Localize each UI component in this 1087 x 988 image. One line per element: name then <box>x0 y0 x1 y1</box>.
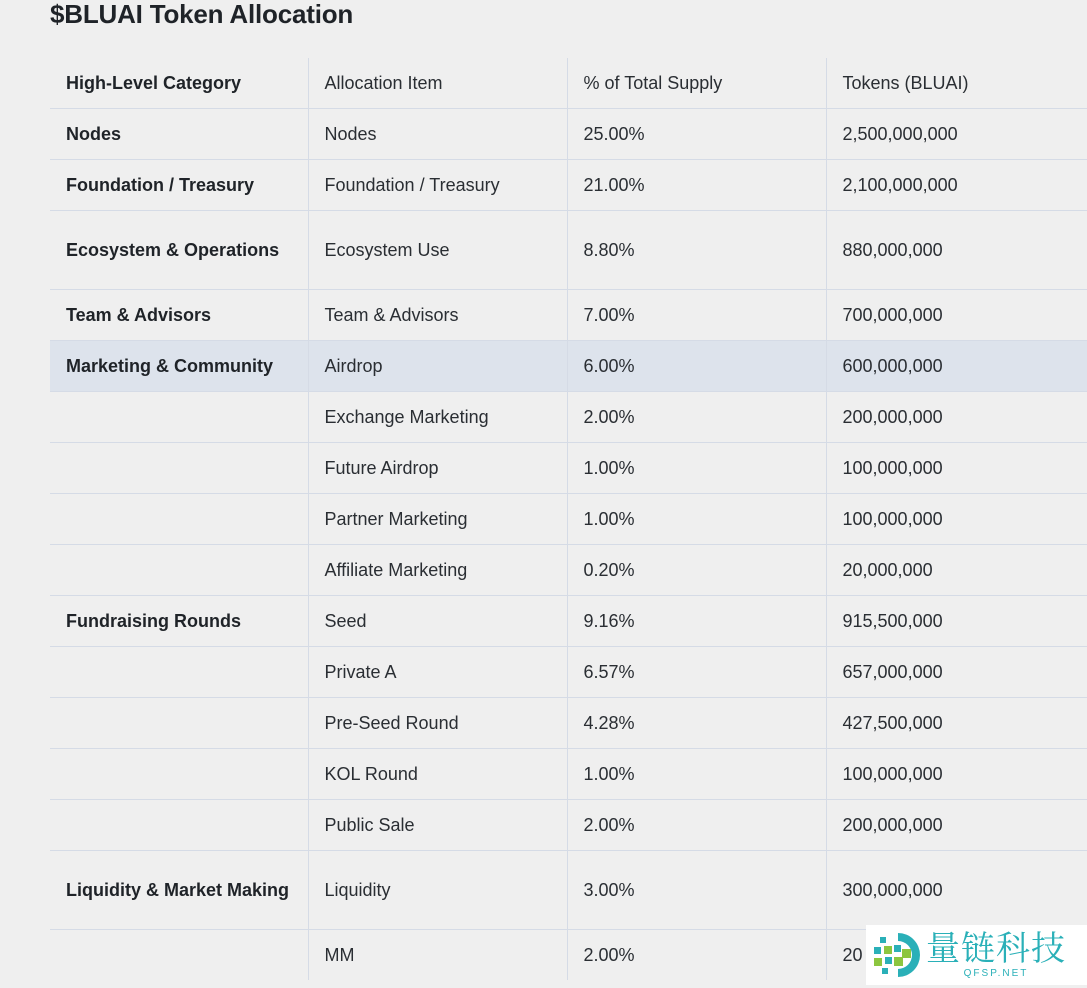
cell-item: Public Sale <box>308 800 567 851</box>
cell-category: Liquidity & Market Making <box>50 851 308 930</box>
cell-percent: 7.00% <box>567 290 826 341</box>
table-row <box>50 647 1087 698</box>
cell-percent: 1.00% <box>567 443 826 494</box>
cell-percent: 4.28% <box>567 698 826 749</box>
cell-category <box>50 494 308 545</box>
table-row <box>50 596 1087 647</box>
table-header-row <box>50 58 1087 109</box>
cell-item: Seed <box>308 596 567 647</box>
cell-tokens: 657,000,000 <box>826 647 1087 698</box>
cell-item: Pre-Seed Round <box>308 698 567 749</box>
cell-item: Nodes <box>308 109 567 160</box>
cell-percent: 3.00% <box>567 851 826 930</box>
allocation-table-container <box>50 58 1087 980</box>
cell-tokens: 915,500,000 <box>826 596 1087 647</box>
cell-tokens: 100,000,000 <box>826 443 1087 494</box>
cell-category: Ecosystem & Operations <box>50 211 308 290</box>
table-row <box>50 698 1087 749</box>
cell-item: MM <box>308 930 567 981</box>
cell-tokens: 700,000,000 <box>826 290 1087 341</box>
header-category: High-Level Category <box>50 58 308 109</box>
cell-tokens: 300,000,000 <box>826 851 1087 930</box>
cell-tokens: 100,000,000 <box>826 749 1087 800</box>
watermark-domain: QFSP.NET <box>963 968 1029 979</box>
watermark-text: 量链科技 <box>926 929 1066 969</box>
table-row <box>50 443 1087 494</box>
cell-percent: 21.00% <box>567 160 826 211</box>
cell-percent: 1.00% <box>567 494 826 545</box>
cell-item: Foundation / Treasury <box>308 160 567 211</box>
page-title: $BLUAI Token Allocation <box>50 0 354 29</box>
cell-item: Team & Advisors <box>308 290 567 341</box>
header-percent: % of Total Supply <box>567 58 826 109</box>
cell-tokens: 880,000,000 <box>826 211 1087 290</box>
cell-percent: 6.57% <box>567 647 826 698</box>
cell-category <box>50 749 308 800</box>
cell-percent: 2.00% <box>567 800 826 851</box>
cell-tokens: 100,000,000 <box>826 494 1087 545</box>
cell-category <box>50 930 308 981</box>
cell-percent: 2.00% <box>567 930 826 981</box>
cell-item: Future Airdrop <box>308 443 567 494</box>
table-row <box>50 392 1087 443</box>
watermark <box>866 925 1087 985</box>
cell-category: Fundraising Rounds <box>50 596 308 647</box>
cell-category: Foundation / Treasury <box>50 160 308 211</box>
cell-category <box>50 698 308 749</box>
cell-item: Ecosystem Use <box>308 211 567 290</box>
cell-item: KOL Round <box>308 749 567 800</box>
cell-category: Team & Advisors <box>50 290 308 341</box>
cell-tokens: 427,500,000 <box>826 698 1087 749</box>
cell-item: Airdrop <box>308 341 567 392</box>
cell-percent: 2.00% <box>567 392 826 443</box>
cell-item: Liquidity <box>308 851 567 930</box>
cell-category <box>50 647 308 698</box>
cell-tokens: 200,000,000 <box>826 800 1087 851</box>
table-row <box>50 290 1087 341</box>
cell-percent: 25.00% <box>567 109 826 160</box>
cell-percent: 0.20% <box>567 545 826 596</box>
cell-tokens: 600,000,000 <box>826 341 1087 392</box>
cell-category <box>50 545 308 596</box>
cell-category <box>50 443 308 494</box>
cell-item: Private A <box>308 647 567 698</box>
cell-tokens: 20,000,000 <box>826 545 1087 596</box>
cell-item: Affiliate Marketing <box>308 545 567 596</box>
header-tokens: Tokens (BLUAI) <box>826 58 1087 109</box>
cell-percent: 1.00% <box>567 749 826 800</box>
table-row <box>50 109 1087 160</box>
cell-percent: 8.80% <box>567 211 826 290</box>
table-row <box>50 851 1087 930</box>
watermark-logo-icon <box>868 927 924 983</box>
cell-tokens: 2,100,000,000 <box>826 160 1087 211</box>
header-item: Allocation Item <box>308 58 567 109</box>
table-row <box>50 800 1087 851</box>
cell-tokens: 200,000,000 <box>826 392 1087 443</box>
cell-percent: 6.00% <box>567 341 826 392</box>
cell-category <box>50 392 308 443</box>
cell-percent: 9.16% <box>567 596 826 647</box>
table-row <box>50 160 1087 211</box>
table-row <box>50 749 1087 800</box>
cell-item: Exchange Marketing <box>308 392 567 443</box>
cell-category: Nodes <box>50 109 308 160</box>
allocation-table <box>50 58 1087 980</box>
table-row <box>50 494 1087 545</box>
cell-item: Partner Marketing <box>308 494 567 545</box>
cell-category: Marketing & Community <box>50 341 308 392</box>
table-row-highlighted <box>50 341 1087 392</box>
table-row <box>50 211 1087 290</box>
table-row <box>50 545 1087 596</box>
cell-category <box>50 800 308 851</box>
cell-tokens: 2,500,000,000 <box>826 109 1087 160</box>
cell-tokens: 20 <box>826 930 1087 981</box>
